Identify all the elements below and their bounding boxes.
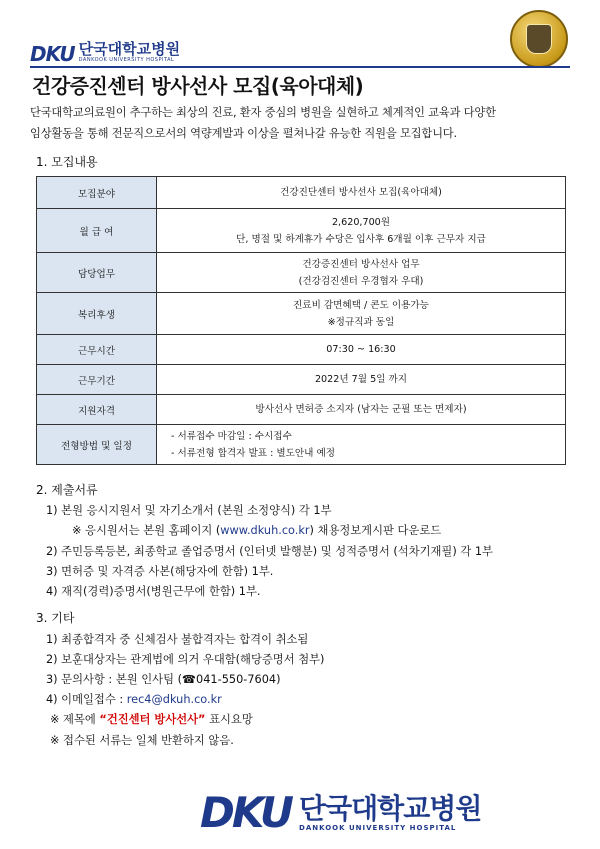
table-row (37, 425, 566, 465)
table-row (37, 177, 566, 209)
value-line: 건강증진센터 방사선사 업무 (302, 258, 420, 270)
row-label: 근무시간 (37, 335, 157, 365)
table-row (37, 253, 566, 293)
page-title: 건강증진센터 방사선사 모집(육아대체) (32, 74, 364, 98)
value-line: 2,620,700원 (331, 216, 391, 228)
dku-logo-mark: DKU (200, 788, 292, 837)
row-value (157, 209, 566, 253)
row-value (157, 335, 566, 365)
list-item-note: ※ 접수된 서류는 일체 반환하지 않음. (50, 734, 234, 747)
row-value (157, 253, 566, 293)
note-text: ) 채용정보게시판 다운로드 (309, 524, 442, 537)
row-label: 모집분야 (37, 177, 157, 209)
row-value (157, 395, 566, 425)
value-line: 건강진단센터 방사선사 모집(육아대체) (280, 187, 442, 198)
row-value (157, 293, 566, 335)
value-line: - 서류접수 마감일 : 수시접수 (171, 430, 292, 442)
table-row (37, 293, 566, 335)
table-row (37, 335, 566, 365)
value-line: (건강검진센터 우경협자 우대) (298, 275, 424, 287)
note-text: 표시요망 (205, 713, 253, 726)
row-value (157, 177, 566, 209)
row-label: 담당업무 (37, 253, 157, 293)
value-line: 2022년 7월 5일 까지 (314, 374, 408, 385)
list-text: 4) 이메일접수 : (46, 693, 127, 706)
row-value (157, 425, 566, 465)
value-line: - 서류전형 합격자 발표 : 별도안내 예정 (171, 447, 336, 459)
dku-logo-mark: DKU (30, 42, 75, 66)
hospital-logo (30, 40, 181, 66)
emblem-shield (526, 24, 552, 54)
list-item: 4) 재직(경력)증명서(병원근무에 한함) 1부. (46, 585, 261, 598)
section-heading-documents: 2. 제출서류 (36, 483, 98, 497)
list-item (46, 691, 222, 707)
value-line: ※정규직과 동일 (327, 316, 395, 328)
email-link[interactable]: rec4@dkuh.co.kr (126, 693, 222, 706)
logo-english-name: DANKOOK UNIVERSITY HOSPITAL (299, 823, 457, 832)
value-line: 07:30 ~ 16:30 (326, 344, 396, 355)
table-row (37, 209, 566, 253)
section-heading-recruitment: 1. 모집내용 (36, 155, 98, 169)
list-item: 2) 보훈대상자는 관계법에 의거 우대함(해당증명서 첨부) (46, 653, 325, 666)
homepage-link[interactable]: www.dkuh.co.kr (220, 524, 310, 537)
list-item: 2) 주민등록등본, 최종학교 졸업증명서 (인터넷 발행분) 및 성적증명서 (석차기재필) 각 1부 (46, 545, 493, 558)
value-line: 방사선사 면허증 소지자 (남자는 군필 또는 면제자) (255, 404, 467, 415)
title-divider (30, 66, 570, 68)
note-text: ※ 응시원서는 본원 홈페이지 ( (72, 524, 221, 537)
list-item-note (50, 711, 253, 727)
table-row (37, 365, 566, 395)
list-item: 1) 본원 응시지원서 및 자기소개서 (본원 소정양식) 각 1부 (46, 504, 332, 517)
value-line: 진료비 감면혜택 / 콘도 이용가능 (293, 299, 429, 311)
table-row (37, 395, 566, 425)
note-text: ※ 제목에 (50, 713, 100, 726)
value-line: 단, 명절 및 하계휴가 수당은 입사후 6개월 이후 근무자 지급 (236, 233, 486, 245)
list-item: 3) 면허증 및 자격증 사본(해당자에 한함) 1부. (46, 565, 274, 578)
recruitment-table (36, 176, 566, 465)
row-label: 복리후생 (37, 293, 157, 335)
list-item-note (72, 522, 441, 538)
university-emblem-icon (510, 10, 568, 68)
intro-line-1: 단국대학교의료원이 추구하는 최상의 진료, 환자 중심의 병원을 실현하고 체계적인 교육과 다양한 (30, 106, 496, 119)
intro-line-2: 임상활동을 통해 전문직으로서의 역량계발과 이상을 펼쳐나갈 유능한 직원을 모집합니다. (30, 127, 457, 140)
title-highlight: “건진센터 방사선사” (99, 713, 206, 726)
row-label: 전형방법 및 일정 (37, 425, 157, 465)
logo-korean-name: 단국대학교병원 (299, 791, 482, 825)
footer-hospital-logo (200, 788, 482, 837)
list-item: 3) 문의사항 : 본원 인사팀 (☎041-550-7604) (46, 673, 281, 686)
row-label: 월 급 여 (37, 209, 157, 253)
logo-english-name: DANKOOK UNIVERSITY HOSPITAL (78, 57, 175, 63)
logo-korean-name: 단국대학교병원 (78, 40, 181, 58)
row-label: 지원자격 (37, 395, 157, 425)
row-value (157, 365, 566, 395)
section-heading-etc: 3. 기타 (36, 611, 75, 625)
row-label: 근무기간 (37, 365, 157, 395)
list-item: 1) 최종합격자 중 신체검사 불합격자는 합격이 취소됨 (46, 633, 309, 646)
intro-paragraph (30, 102, 575, 144)
